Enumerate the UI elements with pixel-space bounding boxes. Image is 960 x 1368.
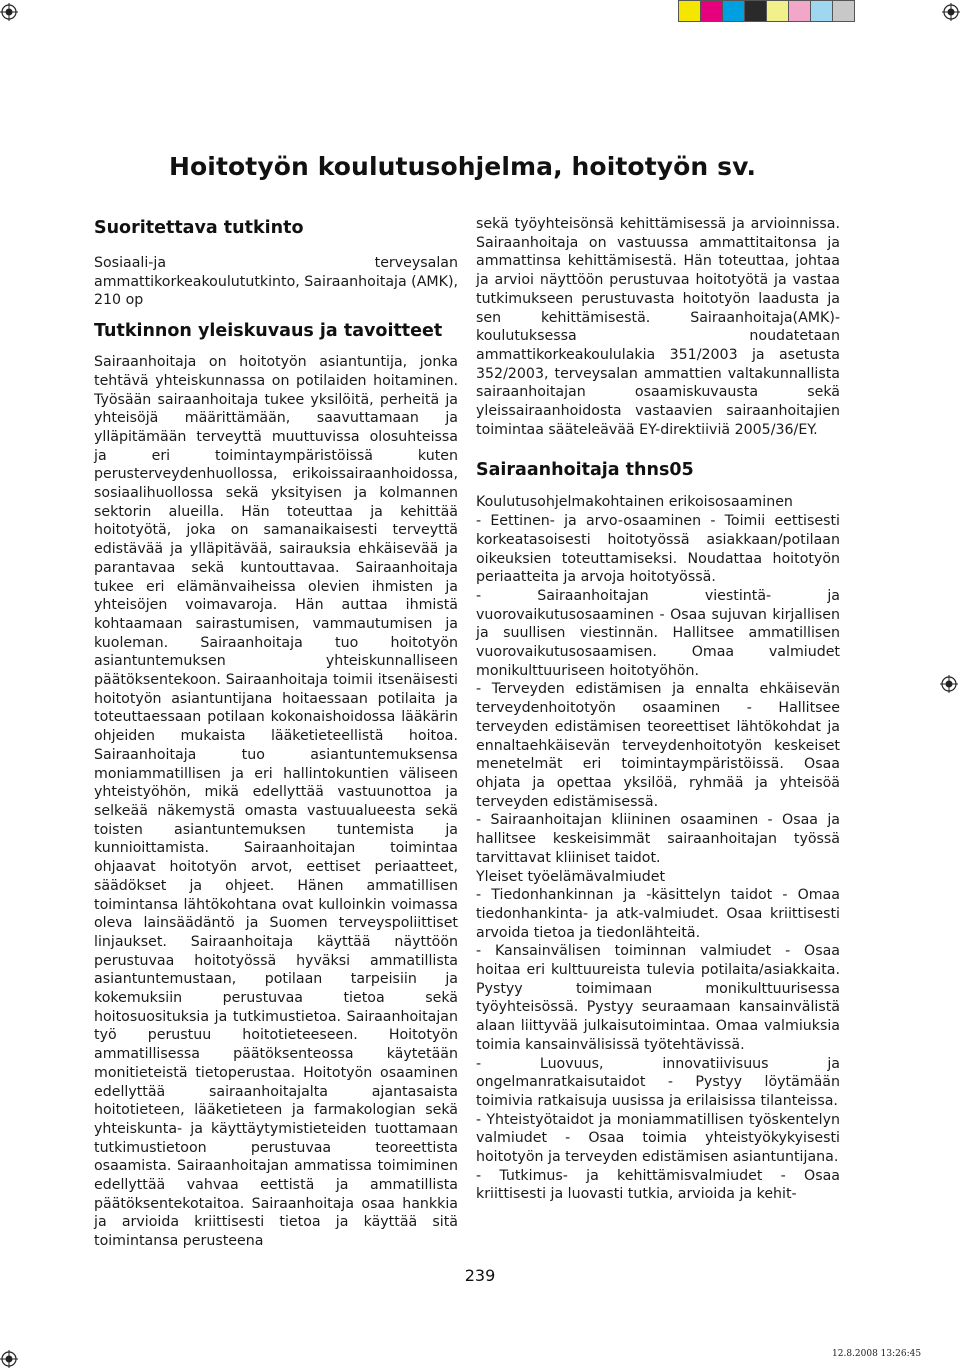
color-swatch: [700, 0, 723, 22]
overview-body: Sairaanhoitaja on hoitotyön asiantuntija, jonka tehtävä yhteiskunnassa on potilaiden hoitaminen. Työsään sairaanhoitaja tukee yksilöitä, perheitä ja yhteisöjä määrittämään, saavuttamaan ja ylläpitämään terveyttä muuttuvissa olosuhteissa ja eri toimintaympäristöissä kuten perusterveydenhuollossa, erikoissairaanhoidossa, sosiaalihuollossa sekä yksityisen ja kolmannen sektorin alueilla. Hän toteuttaa ja kehittää hoitotyötä, joka on samanaikaisesti terveyttä edistävää ja ylläpitävää, sairauksia ehkäisevää ja parantavaa sekä kuntouttavaa. Sairaanhoitaja tukee eri elämänvaiheissa olevien ihmisten ja yhteisöjen voimavaroja. Hän auttaa ihmistä kohtaamaan sairastumisen, vammautumisen ja kuoleman. Sairaanhoitaja tuo hoitotyön asiantuntemuksen yhteiskunnalliseen päätöksentekoon. Sairaanhoitaja toimii itsenäisesti hoitotyön asiantuntijana hoitaessaan potilaita ja toteuttaessaan potilaan kokonaishoidossa lääkärin ohjeiden mukaista lääketieteellistä hoitoa. Sairaanhoitaja tuo asiantuntemuksensa moniammatillisen ja eri hallintokuntien väliseen yhteistyöhön, mikä edellyttää vastuunottoa ja selkeää näkemystä omasta vastuualueesta sekä toisten asiantuntemuksen tuntemista ja kunnioittamista. Sairaanhoitajan toimintaa ohjaavat hoitotyön arvot, eettiset periaatteet, säädökset ja ohjeet. Hänen ammatillisen toimintansa lähtökohtana ovat kulloinkin voimassa oleva lainsäädäntö ja Suomen terveyspoliittiset linjaukset. Sairaanhoitaja käyttää näyttöön perustuvaa hoitotyössä hyväksi ammatillista asiantuntemustaan, potilaan tarpeisiin ja kokemuksiin perustuvaa tietoa sekä hoitosuosituksia ja tutkimustietoa. Sairaanhoitajan työ perustuu hoitotieteeseen. Hoitotyön ammatillisessa päätöksenteossa käytetään monitieteistä tietoperustaa. Hoitotyön osaaminen edellyttää sairaanhoitajalta ajantasaista hoitotieteen, lääketieteen ja farmakologian sekä yhteiskunta- ja käyttäytymistieteiden tuottamaan tutkimustietoon perustuvaa teoreettista osaamista. Sairaanhoitajan ammatissa toimiminen edellyttää vahvaa eettistä ja ammatillista päätöksentekotaitoa. Sairaanhoitaja osaa hankkia ja arvioida kriittisesti tietoa ja käyttää sitä toimintansa perusteena: [94, 354, 458, 1250]
degree-text: Sosiaali-ja terveysalan ammattikorkeakoulututkinto, Sairaanhoitaja (AMK), 210 op: [94, 255, 458, 309]
competence-item: - Sairaanhoitajan kliininen osaaminen - Osaa ja hallitsee keskeisimmät sairaanhoitajan työssä tarvittavat kliiniset taidot.: [476, 812, 840, 866]
color-swatch: [788, 0, 811, 22]
general-skills-heading: Yleiset työelämävalmiudet: [476, 868, 666, 885]
general-skill-item: - Yhteistyötaidot ja moniammatillisen työskentelyn valmiudet - Osaa toimia yhteistyökykyisesti hoitotyön ja terveyden edistämisen asiantuntijana.: [476, 1111, 840, 1166]
color-swatch: [722, 0, 745, 22]
heading-program: Sairaanhoitaja thns05: [476, 460, 694, 481]
general-skill-item: - Tutkimus- ja kehittämisvalmiudet - Osaa kriittisesti ja luovasti tutkia, arvioida ja kehit-: [476, 1167, 840, 1203]
color-swatch: [766, 0, 789, 22]
overview-continued: sekä työyhteisönsä kehittämisessä ja arvioinnissa. Sairaanhoitaja on vastuussa ammattitaitonsa ja ammattinsa kehittämisestä. Hän toteuttaa, johtaa ja arvioi näyttöön perustuvaa hoitotyötä ja vastaa tutkimukseen perustuvasta hoitotyön laadusta ja sen kehittämisestä. Sairaanhoitaja(AMK)-koulutuksessa noudatetaan ammattikorkeakoululakia 351/2003 ja asetusta 352/2003, terveysalan ammattien valtakunnallista sairaanhoitajan osaamiskuvausta sekä yleissairaanhoidosta vastaavien sairaanhoitajien toimintaa sääteleävää EY-direktiiviä 2005/36/EY.: [476, 216, 840, 438]
color-swatch: [810, 0, 833, 22]
competence-item: - Sairaanhoitajan viestintä- ja vuorovaikutusosaaminen - Osaa sujuvan kirjallisen ja suullisen viestinnän. Hallitsee ammatillisen vuorovaikutusosaamisen. Omaa valmiudet monikulttuuriseen hoitotyöhön.: [476, 587, 840, 679]
color-swatch: [678, 0, 701, 22]
color-calibration-bar: [679, 0, 855, 22]
page-number: 239: [464, 1266, 496, 1285]
general-skill-item: - Luovuus, innovatiivisuus ja ongelmanratkaisutaidot - Pystyy löytämään toimivia ratkaisuja uusissa ja erilaisissa tilanteissa.: [476, 1055, 840, 1109]
left-column: [94, 215, 458, 1251]
general-skill-item: - Tiedonhankinnan ja -käsittelyn taidot - Omaa tiedonhankinta- ja atk-valmiudet. Osaa kriittisesti arvoida tietoa ja tiedonlähteitä.: [476, 887, 840, 941]
general-skill-item: - Kansainvälisen toiminnan valmiudet - Osaa hoitaa eri kulttuureista tulevia potilaita/asiakkaita. Pystyy toimimaan monikulttuurisessa työyhteisössä. Pystyy seuraamaan kansainvälistä alaan liittyvää julkaisutoimintaa. Omaa valmiuksia toimia kansainvälisissä työtehtävissä.: [476, 943, 840, 1053]
registration-mark-top-left: [0, 3, 18, 21]
color-swatch: [744, 0, 767, 22]
color-swatch: [832, 0, 855, 22]
registration-mark-right: [940, 675, 958, 693]
competence-item: - Terveyden edistämisen ja ennalta ehkäisevän terveydenhoitotyön osaaminen - Hallitsee terveyden edistämisen teoreettiset lähtökohdat ja ennaltaehkäisevän terveydenhoitotyön keskeiset menetelmät eri toimintaympäristöissä. Osaa ohjata ja opettaa yksilöä, ryhmää ja yhteisöä terveyden edistämisessä.: [476, 681, 840, 810]
heading-overview: Tutkinnon yleiskuvaus ja tavoitteet: [94, 321, 443, 342]
heading-degree: Suoritettava tutkinto: [94, 218, 304, 238]
page-title: Hoitotyön koulutusohjelma, hoitotyön sv.: [169, 152, 757, 181]
print-timestamp: 12.8.2008 13:26:45: [832, 1349, 922, 1359]
registration-mark-bottom-left: [0, 1350, 18, 1368]
registration-mark-top-right: [942, 3, 960, 21]
right-column: [476, 215, 840, 1204]
competence-item: - Eettinen- ja arvo-osaaminen - Toimii eettisesti korkeatasoisesti hoitotyössä asiakkaan/potilaan oikeuksien toteuttamiseksi. Noudattaa hoitotyön periaatteita ja arvoja hoitotyössä.: [476, 513, 840, 586]
competence-heading: Koulutusohjelmakohtainen erikoisosaaminen: [476, 494, 793, 511]
